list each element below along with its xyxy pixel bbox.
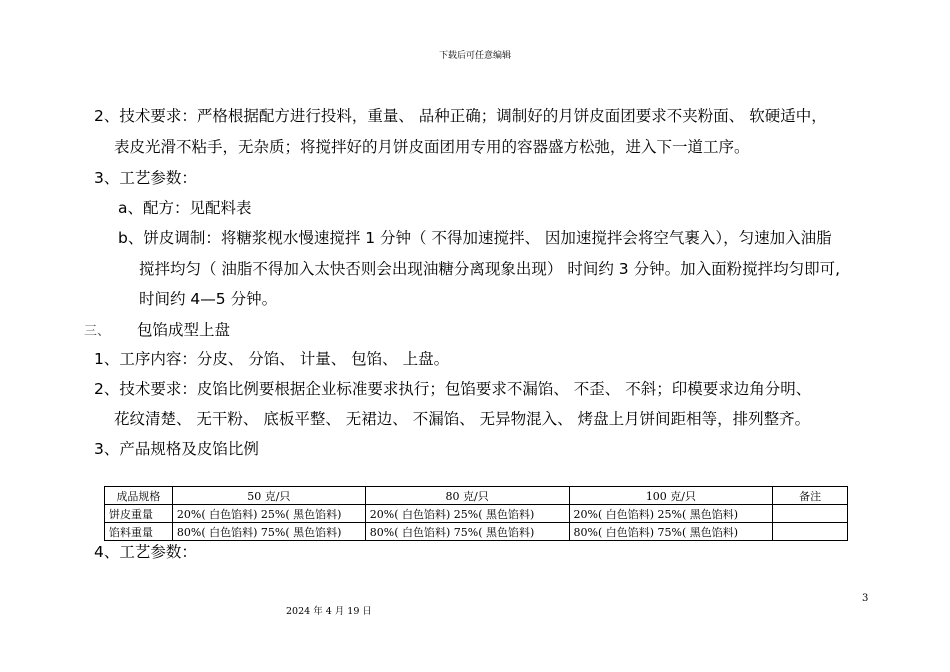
process-params-heading: 3、工艺参数： xyxy=(94,169,197,187)
table-row xyxy=(105,523,848,541)
table-cell: 20%( 白色馅料) 25%( 黑色馅料) xyxy=(365,505,569,523)
table-header-cell: 备注 xyxy=(773,487,848,505)
product-spec-heading: 3、产品规格及皮馅比例 xyxy=(94,440,259,458)
page-header: 下载后可任意编辑 xyxy=(438,51,511,61)
section-number: 三、 xyxy=(84,324,111,339)
page-number: 3 xyxy=(862,593,869,604)
product-spec-table xyxy=(104,486,848,541)
dough-mixing-line-1: b、饼皮调制：将糖浆枧水慢速搅拌 1 分钟（ 不得加速搅拌、 因加速搅拌会将空气裹入），匀速加入油脂 xyxy=(118,229,832,247)
table-cell: 馅料重量 xyxy=(105,523,173,541)
section-three-heading xyxy=(84,320,230,342)
process-params-heading-2: 4、工艺参数： xyxy=(94,543,197,561)
dough-mixing-line-2: 搅拌均匀（ 油脂不得加入太快否则会出现油糖分离现象出现） 时间约 3 分钟。加入面粉搅拌均匀即可, xyxy=(139,260,840,278)
table-cell xyxy=(773,523,848,541)
tech-requirements-line-2: 表皮光滑不粘手，无杂质；将搅拌好的月饼皮面团用专用的容器盛方松弛，进入下一道工序。 xyxy=(114,138,750,156)
table-header-cell: 80 克/只 xyxy=(365,487,569,505)
table-cell: 80%( 白色馅料) 75%( 黑色馅料) xyxy=(569,523,773,541)
table-cell: 80%( 白色馅料) 75%( 黑色馅料) xyxy=(365,523,569,541)
wrapping-requirements-line-1: 2、技术要求：皮馅比例要根据企业标准要求执行；包馅要求不漏馅、 不歪、 不斜；印模要求边角分明、 xyxy=(94,380,812,398)
table-header-cell: 100 克/只 xyxy=(569,487,773,505)
tech-requirements-line-1: 2、技术要求：严格根据配方进行投料，重量、 品种正确；调制好的月饼皮面团要求不夹粉面、 软硬适中， xyxy=(94,107,827,125)
formula-item: a、配方：见配料表 xyxy=(118,199,252,217)
dough-mixing-line-3: 时间约 4—5 分钟。 xyxy=(139,290,278,308)
table-cell: 80%( 白色馅料) 75%( 黑色馅料) xyxy=(172,523,365,541)
table-cell: 20%( 白色馅料) 25%( 黑色馅料) xyxy=(172,505,365,523)
table-cell xyxy=(773,505,848,523)
wrapping-requirements-line-2: 花纹清楚、 无干粉、 底板平整、 无裙边、 不漏馅、 无异物混入、 烤盘上月饼间距相等，排列整齐。 xyxy=(114,410,811,428)
table-row xyxy=(105,505,848,523)
table-header-row xyxy=(105,487,848,505)
table-header-cell: 50 克/只 xyxy=(172,487,365,505)
table-cell: 饼皮重量 xyxy=(105,505,173,523)
process-content-line: 1、工序内容：分皮、 分馅、 计量、 包馅、 上盘。 xyxy=(94,350,450,368)
section-title: 包馅成型上盘 xyxy=(136,321,230,339)
table-cell: 20%( 白色馅料) 25%( 黑色馅料) xyxy=(569,505,773,523)
footer-date: 2024 年 4 月 19 日 xyxy=(286,606,372,617)
table-header-cell: 成品规格 xyxy=(105,487,173,505)
